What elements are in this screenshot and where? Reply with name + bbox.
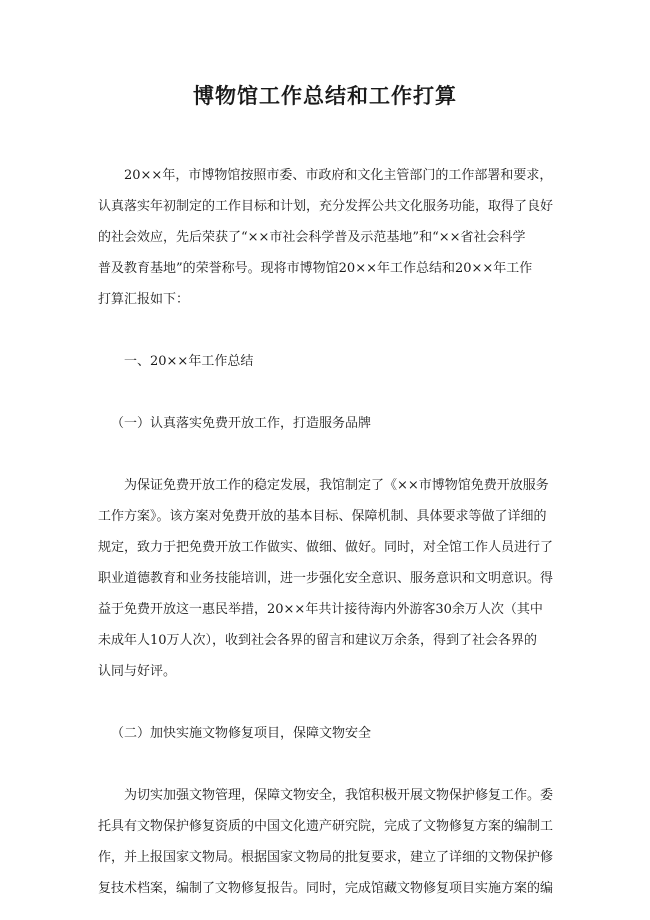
intro-line: 20××年，市博物馆按照市委、市政府和文化主管部门的工作部署和要求， [124, 168, 553, 183]
subsection-paragraph [98, 780, 554, 904]
intro-line: 普及教育基地”的荣誉称号。现将市博物馆20××年工作总结和20××年工作 [98, 261, 533, 276]
intro-line: 认真落实年初制定的工作目标和计划，充分发挥公共文化服务功能，取得了良好 [98, 199, 554, 214]
paragraph-line: 规定，致力于把免费开放工作做实、做细、做好。同时，对全馆工作人员进行了 [98, 540, 554, 555]
section-heading: 一、20××年工作总结 [124, 354, 254, 369]
paragraph-line: 职业道德教育和业务技能培训，进一步强化安全意识、服务意识和文明意识。得 [98, 571, 554, 586]
paragraph-line: 托具有文物保护修复资质的中国文化遗产研究院，完成了文物修复方案的编制工 [98, 819, 554, 834]
intro-line: 打算汇报如下： [98, 292, 190, 307]
paragraph-line: 为切实加强文物管理，保障文物安全，我馆积极开展文物保护修复工作。委 [124, 788, 554, 803]
document-title: 博物馆工作总结和工作打算 [193, 84, 457, 108]
paragraph-line: 认同与好评。 [98, 664, 177, 679]
intro-paragraph [98, 160, 554, 315]
paragraph-line: 为保证免费开放工作的稳定发展，我馆制定了《××市博物馆免费开放服务 [124, 478, 549, 493]
paragraph-line: 工作方案》。该方案对免费开放的基本目标、保障机制、具体要求等做了详细的 [98, 509, 547, 524]
intro-line: 的社会效应，先后荣获了“××市社会科学普及示范基地”和“××省社会科学 [98, 230, 526, 245]
paragraph-line: 作，并上报国家文物局。根据国家文物局的批复要求，建立了详细的文物保护修 [98, 850, 554, 865]
paragraph-line: 未成年人10万人次），收到社会各界的留言和建议万余条，得到了社会各界的 [98, 633, 538, 648]
document-body [98, 160, 554, 904]
subsection-paragraph [98, 470, 554, 687]
paragraph-line: 复技术档案，编制了文物修复报告。同时，完成馆藏文物修复项目实施方案的编 [98, 881, 554, 896]
subsection-heading: （二）加快实施文物修复项目，保障文物安全 [111, 726, 372, 741]
subsection-heading: （一）认真落实免费开放工作，打造服务品牌 [111, 416, 372, 431]
paragraph-line: 益于免费开放这一惠民举措，20××年共计接待海内外游客30余万人次（其中 [98, 602, 543, 617]
